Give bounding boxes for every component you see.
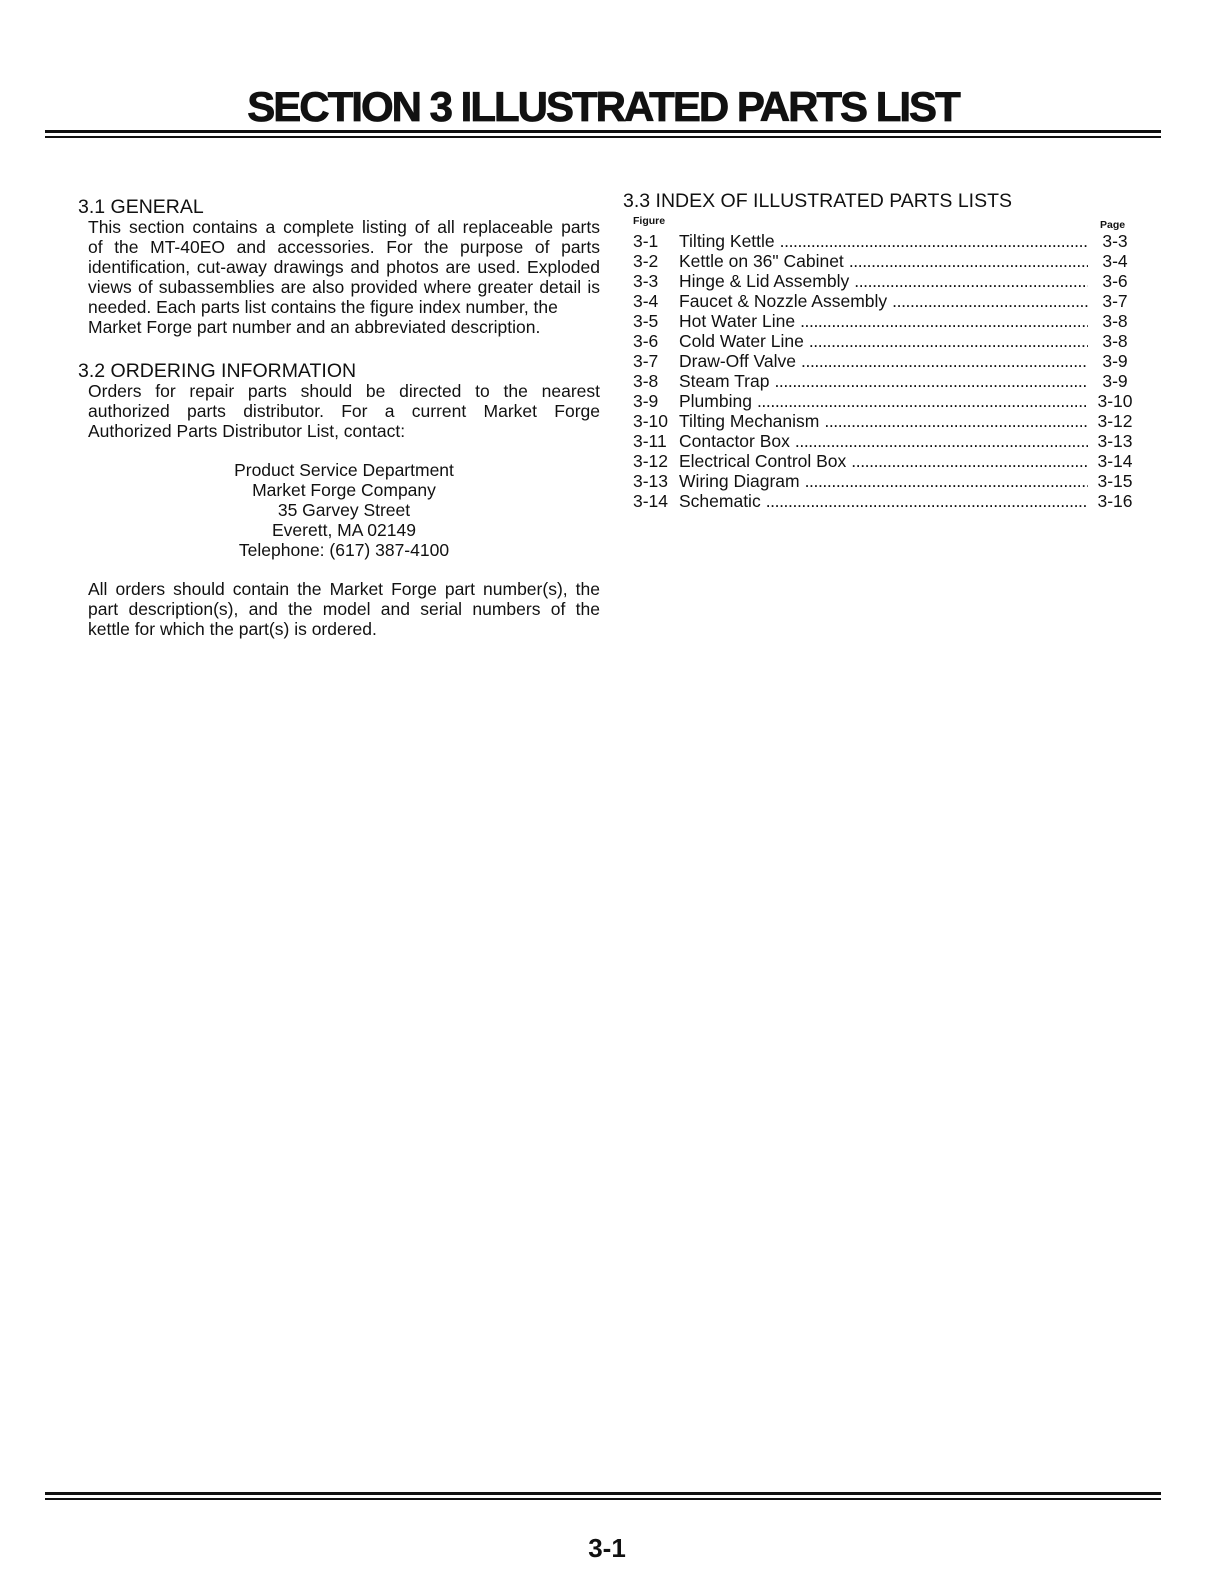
index-page-number: 3-9 [1102,371,1128,391]
index-page-number: 3-4 [1102,251,1128,271]
index-title: Wiring Diagram [679,471,800,491]
index-title: Electrical Control Box [679,451,847,471]
index-page-number: 3-8 [1102,311,1128,331]
index-figure-number: 3-4 [633,291,659,311]
index-row [633,331,1139,351]
footer-rule-thick [45,1492,1161,1495]
contact-address [88,460,600,560]
page-title: SECTION 3 ILLUSTRATED PARTS LIST [247,83,959,130]
index-title: Steam Trap [679,371,770,391]
index-title: Cold Water Line [679,331,804,351]
index-page-number: 3-14 [1097,451,1133,471]
index-row [633,471,1139,491]
paragraph-line: Authorized Parts Distributor List, contact: [88,421,406,441]
paragraph-line: Market Forge part number and an abbreviated description. [88,317,541,337]
leader-dots [801,351,1088,371]
leader-dots [757,391,1088,411]
header-rule-thick [45,130,1161,133]
leader-dots [892,291,1088,311]
index-title: Schematic [679,491,761,511]
index-title: Tilting Mechanism [679,411,820,431]
index-row [633,451,1139,471]
section-heading-general: 3.1 GENERAL [78,196,204,218]
index-row [633,391,1139,411]
address-line: Market Forge Company [252,480,436,500]
index-page-number: 3-8 [1102,331,1128,351]
index-list [633,231,1139,511]
index-title: Contactor Box [679,431,790,451]
index-row [633,351,1139,371]
index-row [633,291,1139,311]
index-page-number: 3-9 [1102,351,1128,371]
paragraph-line: part description(s), and the model and serial numbers of the [88,599,600,619]
index-figure-number: 3-14 [633,491,669,511]
index-figure-number: 3-8 [633,371,659,391]
leader-dots [824,411,1088,431]
leader-dots [795,431,1088,451]
index-figure-number: 3-5 [633,311,659,331]
index-page-number: 3-3 [1102,231,1128,251]
index-title: Faucet & Nozzle Assembly [679,291,888,311]
leader-dots [851,451,1088,471]
index-row [633,311,1139,331]
index-figure-number: 3-1 [633,231,659,251]
footer-rule-thin [45,1498,1161,1500]
leader-dots [809,331,1088,351]
paragraph-line: Orders for repair parts should be directed to the nearest [88,381,600,401]
paragraph-line: All orders should contain the Market Forge part number(s), the [88,579,600,599]
index-figure-column-label: Figure [633,215,666,227]
ordering-paragraph [88,381,600,441]
paragraph-line: of the MT-40EO and accessories. For the purpose of parts [88,237,600,257]
leader-dots [849,251,1088,271]
index-page-number: 3-6 [1102,271,1128,291]
paragraph-line: views of subassemblies are also provided where greater detail is [88,277,600,297]
index-title: Kettle on 36" Cabinet [679,251,844,271]
leader-dots [774,371,1088,391]
index-page-column-label: Page [1100,219,1126,231]
index-row [633,271,1139,291]
paragraph-line: authorized parts distributor. For a current Market Forge [88,401,600,421]
index-page-number: 3-13 [1097,431,1133,451]
paragraph-line: needed. Each parts list contains the figure index number, the [88,297,558,317]
index-page-number: 3-7 [1102,291,1128,311]
index-figure-number: 3-3 [633,271,659,291]
page-number: 3-1 [588,1533,626,1563]
index-row [633,431,1139,451]
section-heading-index: 3.3 INDEX OF ILLUSTRATED PARTS LISTS [623,190,1013,212]
leader-dots [780,231,1088,251]
general-paragraph [88,217,600,337]
index-title: Hot Water Line [679,311,796,331]
paragraph-line: kettle for which the part(s) is ordered. [88,619,377,639]
index-figure-number: 3-12 [633,451,669,471]
index-figure-number: 3-13 [633,471,669,491]
address-line: Product Service Department [234,460,454,480]
paragraph-line: identification, cut-away drawings and photos are used. Exploded [88,257,600,277]
index-row [633,251,1139,271]
index-figure-number: 3-11 [633,431,667,451]
ordering-closing-paragraph [88,579,600,639]
section-heading-ordering: 3.2 ORDERING INFORMATION [78,360,357,382]
index-figure-number: 3-10 [633,411,669,431]
index-figure-number: 3-6 [633,331,659,351]
address-line: Telephone: (617) 387-4100 [238,540,450,560]
index-figure-number: 3-7 [633,351,659,371]
leader-dots [854,271,1088,291]
leader-dots [805,471,1088,491]
index-title: Plumbing [679,391,752,411]
index-page-number: 3-16 [1097,491,1133,511]
leader-dots [766,491,1088,511]
index-title: Tilting Kettle [679,231,775,251]
index-page-number: 3-12 [1097,411,1133,431]
address-line: Everett, MA 02149 [272,520,416,540]
index-page-number: 3-10 [1097,391,1133,411]
address-line: 35 Garvey Street [277,500,411,520]
index-row [633,231,1139,251]
index-title: Draw-Off Valve [679,351,797,371]
index-figure-number: 3-2 [633,251,659,271]
index-page-number: 3-15 [1097,471,1133,491]
index-row [633,371,1139,391]
leader-dots [800,311,1088,331]
index-row [633,491,1139,511]
header-rule-thin [45,136,1161,138]
paragraph-line: This section contains a complete listing of all replaceable parts [88,217,600,237]
index-figure-number: 3-9 [633,391,659,411]
index-title: Hinge & Lid Assembly [679,271,850,291]
index-row [633,411,1139,431]
